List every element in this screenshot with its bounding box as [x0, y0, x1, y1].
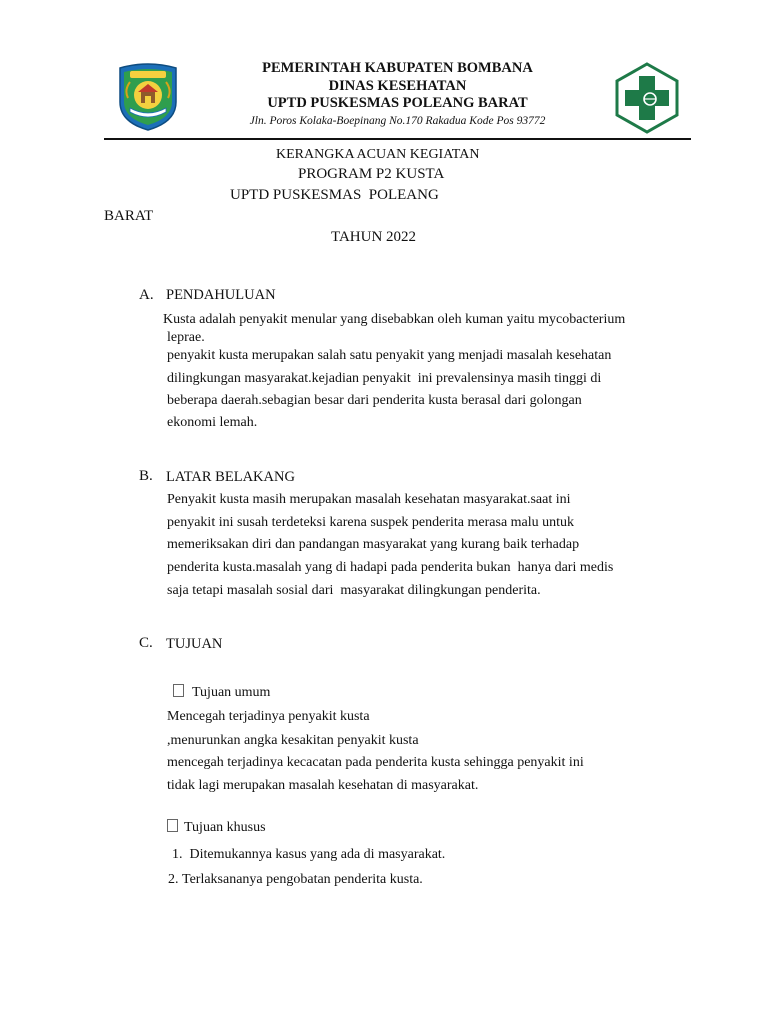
section-b-line: penderita kusta.masalah yang di hadapi pada penderita bukan hanya dari medis	[167, 560, 614, 575]
letterhead-line-3: UPTD PUSKESMAS POLEANG BARAT	[267, 95, 528, 111]
list-item-text: Terlaksananya pengobatan penderita kusta.	[182, 872, 423, 887]
tujuan-umum-line: mencegah terjadinya kecacatan pada penderita kusta sehingga penyakit ini	[167, 755, 584, 770]
letterhead-line-2: DINAS KESEHATAN	[328, 78, 467, 94]
letterhead-divider	[104, 138, 691, 140]
section-b-line: penyakit ini susah terdeteksi karena suspek penderita merasa malu untuk	[167, 515, 575, 530]
letterhead-line-1: PEMERINTAH KABUPATEN BOMBANA	[262, 60, 533, 76]
list-item-text: Ditemukannya kasus yang ada di masyarakat.	[189, 847, 446, 862]
checkbox-bullet-icon	[173, 684, 184, 697]
section-b-line: saja tetapi masalah sosial dari masyarakat dilingkungan penderita.	[167, 583, 541, 598]
section-a-heading: PENDAHULUAN	[166, 287, 276, 303]
section-b-line: Penyakit kusta masih merupakan masalah kesehatan masyarakat.saat ini	[167, 492, 571, 507]
section-a-line: penyakit kusta merupakan salah satu penyakit yang menjadi masalah kesehatan	[167, 348, 612, 363]
section-c-letter: C.	[139, 635, 153, 651]
doc-title-line-2: PROGRAM P2 KUSTA	[298, 166, 445, 182]
tujuan-khusus-item	[168, 872, 423, 888]
list-number: 2.	[168, 872, 179, 887]
tujuan-umum-line: Mencegah terjadinya penyakit kusta	[167, 709, 370, 724]
section-b-line: memeriksakan diri dan pandangan masyarakat yang kurang baik terhadap	[167, 537, 580, 552]
section-a-line: leprae.	[167, 330, 205, 345]
tujuan-umum-label: Tujuan umum	[192, 685, 271, 700]
doc-title-line-4: BARAT	[104, 208, 154, 224]
list-number: 1.	[172, 847, 183, 862]
tujuan-umum-line: ,menurunkan angka kesakitan penyakit kusta	[167, 733, 419, 748]
doc-title-year: TAHUN 2022	[331, 229, 417, 245]
doc-title-line-1: KERANGKA ACUAN KEGIATAN	[276, 147, 480, 162]
tujuan-umum-line: tidak lagi merupakan masalah kesehatan di masyarakat.	[167, 778, 479, 793]
bombana-logo-icon	[114, 62, 182, 132]
section-b-heading: LATAR BELAKANG	[166, 469, 295, 485]
letterhead	[190, 60, 605, 129]
doc-title-line-3: UPTD PUSKESMAS POLEANG	[230, 187, 439, 203]
puskesmas-logo-icon	[614, 62, 680, 134]
tujuan-khusus-bullet	[167, 819, 266, 836]
section-a-line: ekonomi lemah.	[167, 415, 258, 430]
checkbox-bullet-icon	[167, 819, 178, 832]
tujuan-umum-bullet	[173, 684, 270, 701]
tujuan-khusus-item	[172, 847, 445, 863]
section-a-line: beberapa daerah.sebagian besar dari penderita kusta berasal dari golongan	[167, 393, 582, 408]
section-a-line: dilingkungan masyarakat.kejadian penyakit ini prevalensinya masih tinggi di	[167, 371, 602, 386]
section-a-letter: A.	[139, 287, 154, 303]
tujuan-khusus-label: Tujuan khusus	[184, 820, 266, 835]
section-c-heading: TUJUAN	[166, 636, 223, 652]
section-a-line: Kusta adalah penyakit menular yang disebabkan oleh kuman yaitu mycobacterium	[163, 312, 626, 327]
letterhead-address: Jln. Poros Kolaka-Boepinang No.170 Rakadua Kode Pos 93772	[249, 115, 546, 127]
section-b-letter: B.	[139, 468, 153, 484]
